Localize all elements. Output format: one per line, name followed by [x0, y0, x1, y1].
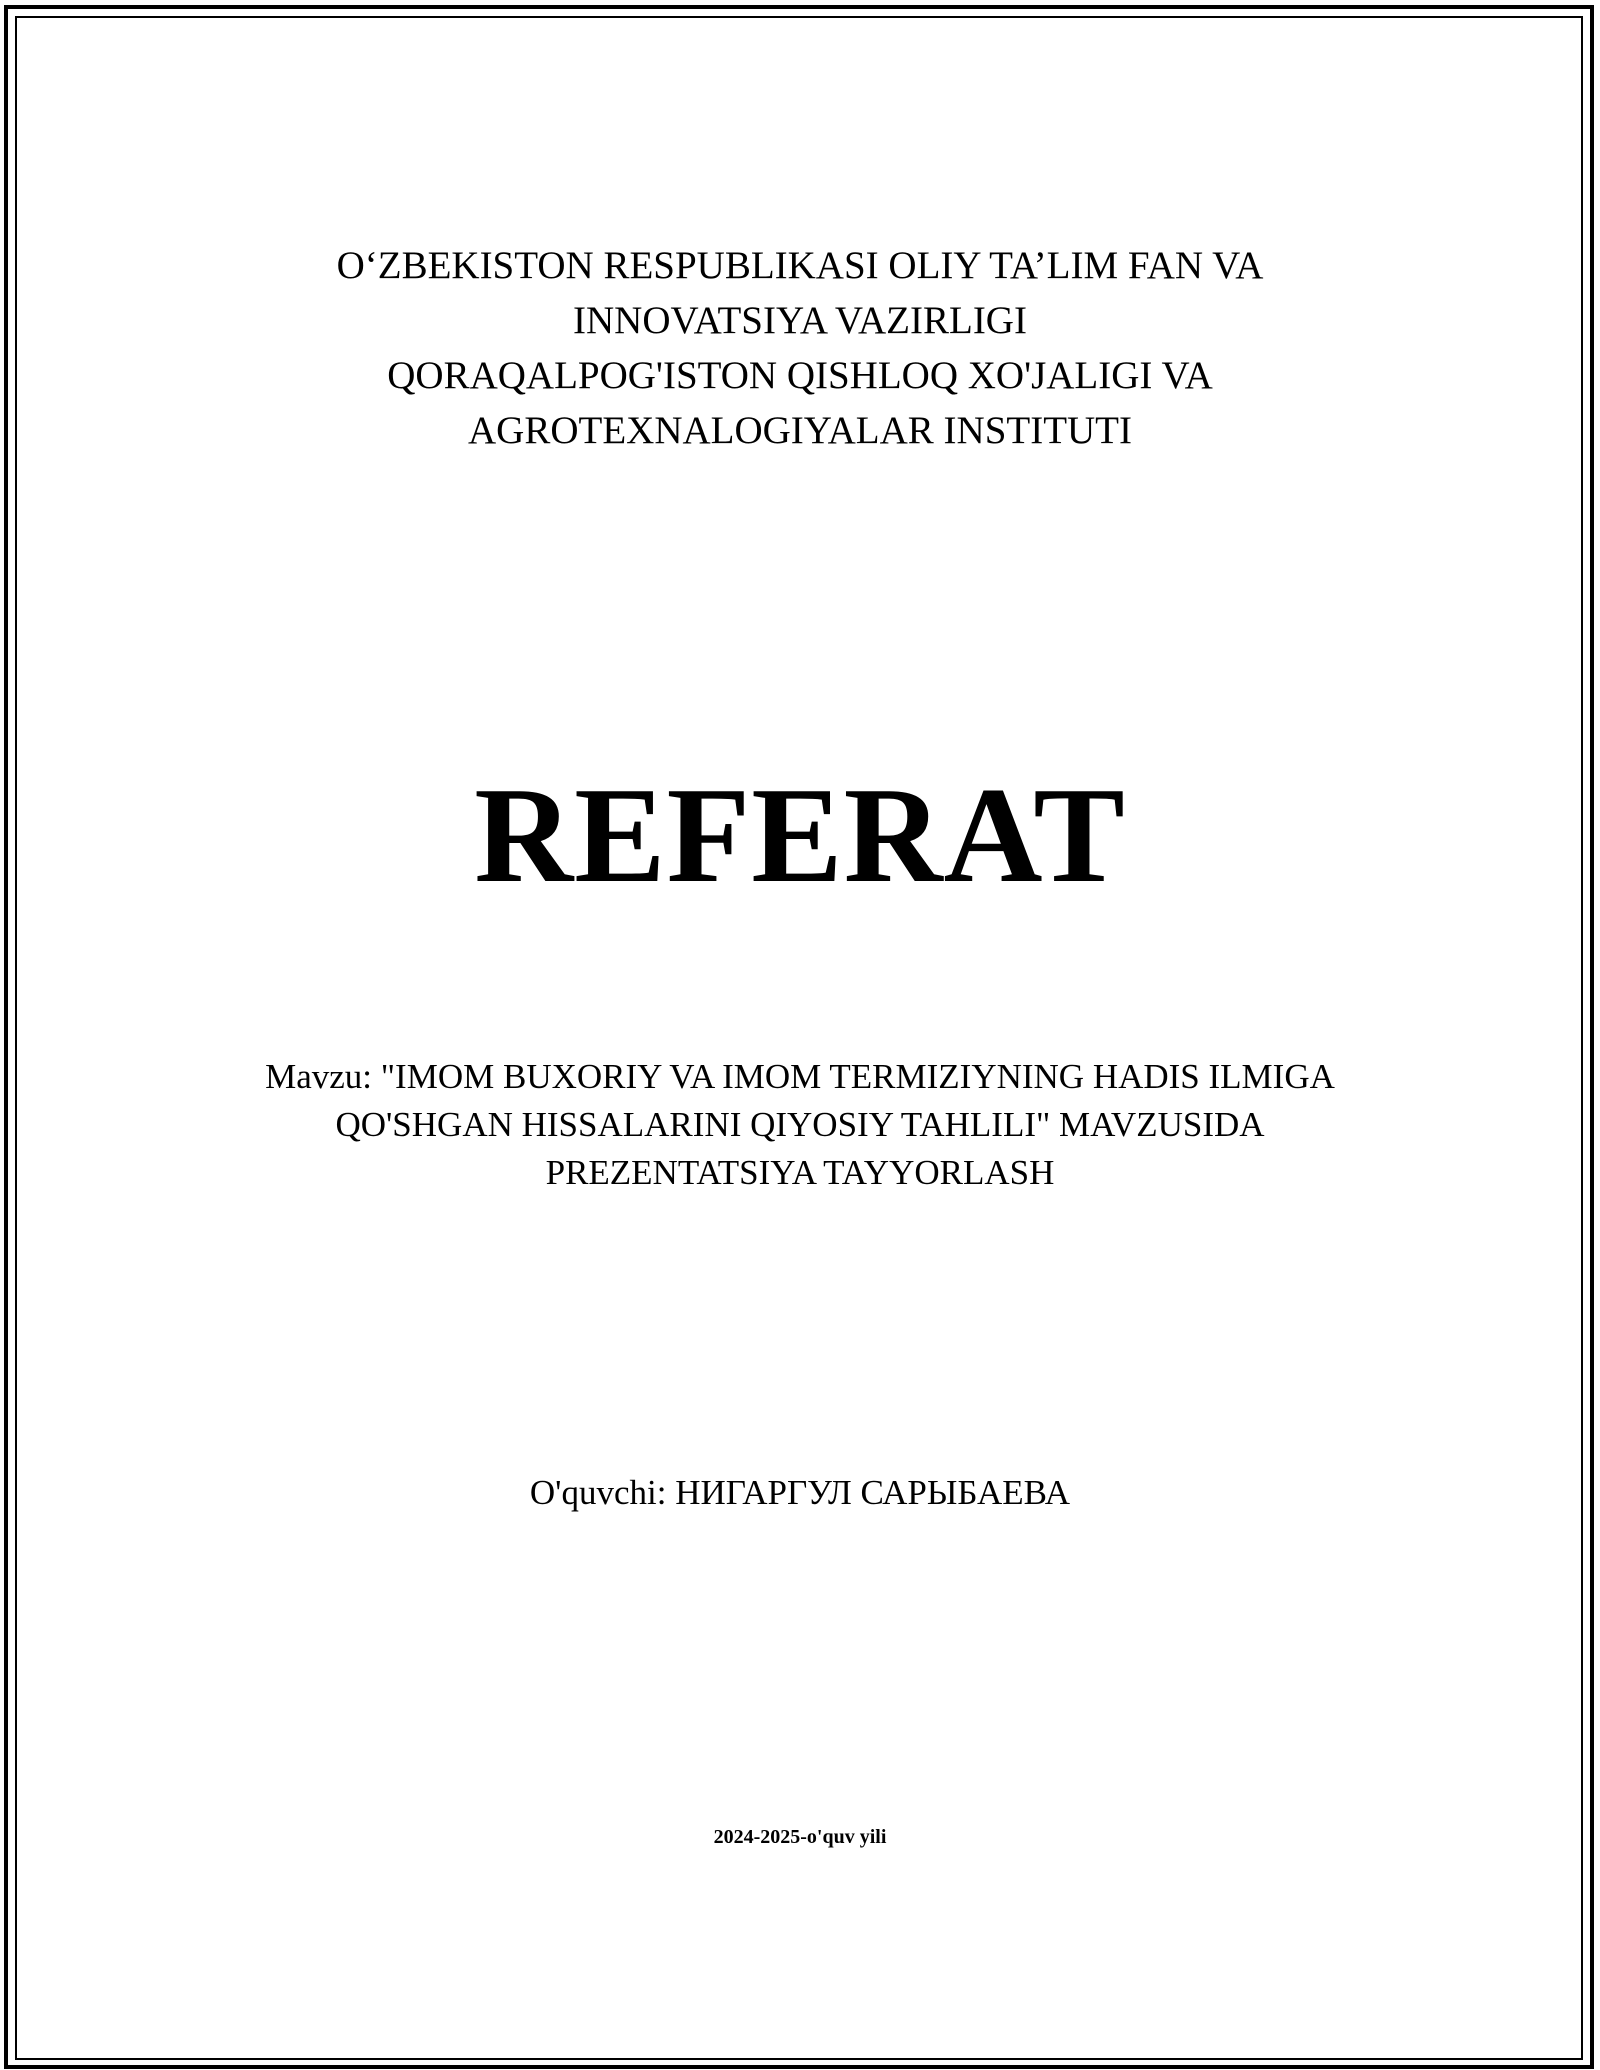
header-line: QORAQALPOG'ISTON QISHLOQ XO'JALIGI VA — [387, 354, 1213, 397]
topic-line: QO'SHGAN HISSALARINI QIYOSIY TAHLILI" MAVZUSIDA — [335, 1105, 1265, 1144]
student-line — [0, 1468, 1600, 1518]
student-name: НИГАРГУЛ САРЫБАЕВА — [675, 1473, 1071, 1512]
header-line: INNOVATSIYA VAZIRLIGI — [573, 299, 1027, 342]
header-line: O‘ZBEKISTON RESPUBLIKASI OLIY TA’LIM FAN VA — [336, 244, 1264, 287]
topic-line: Mavzu: "IMOM BUXORIY VA IMOM TERMIZIYNING HADIS ILMIGA — [265, 1057, 1335, 1096]
topic-line: PREZENTATSIYA TAYYORLASH — [545, 1153, 1055, 1192]
student-label: O'quvchi: — [529, 1473, 667, 1512]
academic-year: 2024-2025-o'quv yili — [713, 1826, 887, 1848]
institution-header — [0, 238, 1600, 458]
document-title: REFERAT — [474, 759, 1126, 911]
topic-block — [0, 1053, 1600, 1197]
header-line: AGROTEXNALOGIYALAR INSTITUTI — [468, 409, 1132, 452]
